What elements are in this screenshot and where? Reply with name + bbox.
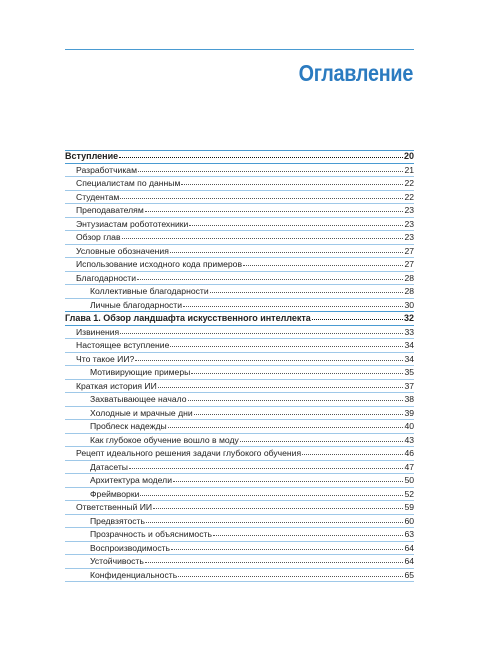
- dot-leader: [173, 473, 403, 482]
- dot-leader: [183, 298, 403, 307]
- dot-leader: [189, 217, 403, 226]
- toc-entry-label: Извинения: [76, 326, 120, 337]
- dot-leader: [171, 541, 403, 550]
- toc-page-number: 23: [404, 218, 414, 229]
- dot-leader: [137, 271, 403, 280]
- toc-entry-label: Вступление: [65, 151, 119, 161]
- toc-page-number: 65: [404, 569, 414, 580]
- toc-entry: [65, 272, 414, 286]
- toc-entry: [65, 528, 414, 542]
- toc-entry: [65, 353, 414, 367]
- dot-leader: [210, 284, 404, 293]
- dot-leader: [213, 527, 404, 536]
- dot-leader: [153, 500, 403, 509]
- dot-leader: [120, 190, 403, 199]
- toc-entry: [65, 245, 414, 259]
- dot-leader: [119, 149, 403, 158]
- toc-entry: [65, 488, 414, 502]
- toc-entry-label: Что такое ИИ?: [76, 353, 135, 364]
- dot-leader: [243, 257, 403, 266]
- dot-leader: [188, 392, 404, 401]
- dot-leader: [145, 203, 404, 212]
- dot-leader: [170, 244, 404, 253]
- toc-page-number: 23: [404, 232, 414, 242]
- dot-leader: [140, 487, 403, 496]
- toc-page-number: 21: [404, 164, 414, 175]
- toc-entry: [65, 326, 414, 340]
- toc-chapter-entry: [65, 312, 414, 326]
- toc-entry: [65, 164, 414, 178]
- toc-page-number: 46: [404, 448, 414, 458]
- toc-page-number: 64: [404, 542, 414, 553]
- toc-chapter-entry: [65, 150, 414, 164]
- toc-entry-label: Условные обозначения: [76, 245, 169, 256]
- toc-entry: [65, 542, 414, 556]
- toc-entry: [65, 218, 414, 232]
- header-rule: [65, 49, 414, 50]
- toc-entry-label: Мотивирующие примеры: [90, 367, 191, 377]
- toc-entry: [65, 569, 414, 583]
- toc-page-number: 20: [403, 151, 414, 161]
- toc-page-number: 32: [403, 313, 414, 323]
- dot-leader: [181, 176, 403, 185]
- dot-leader: [129, 460, 404, 469]
- toc-entry-label: Прозрачность и объяснимость: [90, 529, 212, 539]
- dot-leader: [138, 163, 403, 172]
- toc-entry: [65, 191, 414, 205]
- toc-entry-label: Специалистам по данным: [76, 178, 181, 188]
- dot-leader: [312, 311, 403, 320]
- toc-entry-label: Устойчивость: [90, 556, 144, 566]
- toc-page-number: 40: [404, 421, 414, 431]
- toc-entry: [65, 434, 414, 448]
- dot-leader: [191, 365, 403, 374]
- toc-page-number: 22: [404, 178, 414, 188]
- toc-entry-label: Воспроизводимость: [90, 542, 171, 553]
- toc-entry: [65, 555, 414, 569]
- toc-entry-label: Использование исходного кода примеров: [76, 259, 243, 269]
- toc-entry: [65, 461, 414, 475]
- toc-page-number: 37: [404, 380, 414, 391]
- toc-entry-label: Холодные и мрачные дни: [90, 407, 193, 418]
- toc-entry-label: Захватывающее начало: [90, 394, 187, 404]
- toc-entry: [65, 204, 414, 218]
- toc-entry-label: Коллективные благодарности: [90, 286, 209, 296]
- dot-leader: [158, 379, 404, 388]
- toc-entry-label: Студентам: [76, 191, 120, 202]
- toc-page-number: 63: [404, 529, 414, 539]
- toc-entry-label: Энтузиастам робототехники: [76, 218, 189, 229]
- toc-entry: [65, 393, 414, 407]
- toc-entry-label: Ответственный ИИ: [76, 502, 153, 512]
- toc-entry: [65, 231, 414, 245]
- dot-leader: [302, 446, 403, 455]
- table-of-contents: [65, 150, 414, 582]
- toc-entry: [65, 177, 414, 191]
- toc-entry-label: Проблеск надежды: [90, 421, 167, 431]
- toc-entry-label: Настоящее вступление: [76, 340, 170, 350]
- toc-entry: [65, 515, 414, 529]
- toc-entry-label: Разработчикам: [76, 164, 137, 175]
- toc-page-number: 43: [404, 434, 414, 445]
- toc-page-number: 28: [404, 272, 414, 283]
- toc-entry-label: Личные благодарности: [90, 299, 183, 310]
- toc-entry: [65, 285, 414, 299]
- toc-page-number: 28: [404, 286, 414, 296]
- toc-entry-label: Как глубокое обучение вошло в моду: [90, 434, 239, 445]
- toc-entry-label: Датасеты: [90, 461, 128, 472]
- toc-page-number: 34: [404, 353, 414, 364]
- toc-entry: [65, 380, 414, 394]
- toc-page-number: 27: [404, 245, 414, 256]
- toc-entry-label: Обзор глав: [76, 232, 121, 242]
- toc-page-number: 64: [404, 556, 414, 566]
- dot-leader: [120, 325, 403, 334]
- toc-page-number: 27: [404, 259, 414, 269]
- toc-page-number: 33: [404, 326, 414, 337]
- toc-entry: [65, 258, 414, 272]
- toc-entry: [65, 501, 414, 515]
- toc-entry-label: Краткая история ИИ: [76, 380, 157, 391]
- dot-leader: [145, 554, 404, 563]
- toc-page-number: 22: [404, 191, 414, 202]
- toc-entry-label: Фреймворки: [90, 488, 140, 499]
- dot-leader: [146, 514, 403, 523]
- toc-entry-label: Конфиденциальность: [90, 569, 178, 580]
- toc-page-number: 39: [404, 407, 414, 418]
- toc-page-number: 23: [404, 205, 414, 215]
- toc-entry: [65, 407, 414, 421]
- toc-page-number: 50: [404, 475, 414, 485]
- toc-page-number: 52: [404, 488, 414, 499]
- dot-leader: [240, 433, 404, 442]
- toc-entry: [65, 366, 414, 380]
- page-title: Оглавление: [298, 60, 413, 86]
- toc-entry-label: Архитектура модели: [90, 475, 172, 485]
- dot-leader: [122, 230, 404, 239]
- toc-entry-label: Благодарности: [76, 272, 137, 283]
- dot-leader: [168, 419, 404, 428]
- toc-entry-label: Преподавателям: [76, 205, 144, 215]
- dot-leader: [170, 338, 403, 347]
- dot-leader: [135, 352, 403, 361]
- toc-entry: [65, 299, 414, 313]
- toc-page-number: 34: [404, 340, 414, 350]
- dot-leader: [194, 406, 404, 415]
- toc-entry-label: Предвзятость: [90, 515, 145, 526]
- dot-leader: [178, 568, 403, 577]
- toc-entry: [65, 474, 414, 488]
- toc-entry: [65, 447, 414, 461]
- toc-page-number: 60: [404, 515, 414, 526]
- toc-entry: [65, 420, 414, 434]
- toc-page-number: 47: [404, 461, 414, 472]
- toc-page-number: 35: [404, 367, 414, 377]
- toc-entry-label: Глава 1. Обзор ландшафта искусственного интеллекта: [65, 313, 311, 323]
- toc-entry: [65, 339, 414, 353]
- toc-page-number: 38: [404, 394, 414, 404]
- toc-page-number: 30: [404, 299, 414, 310]
- toc-page-number: 59: [404, 502, 414, 512]
- toc-entry-label: Рецепт идеального решения задачи глубокого обучения: [76, 448, 302, 458]
